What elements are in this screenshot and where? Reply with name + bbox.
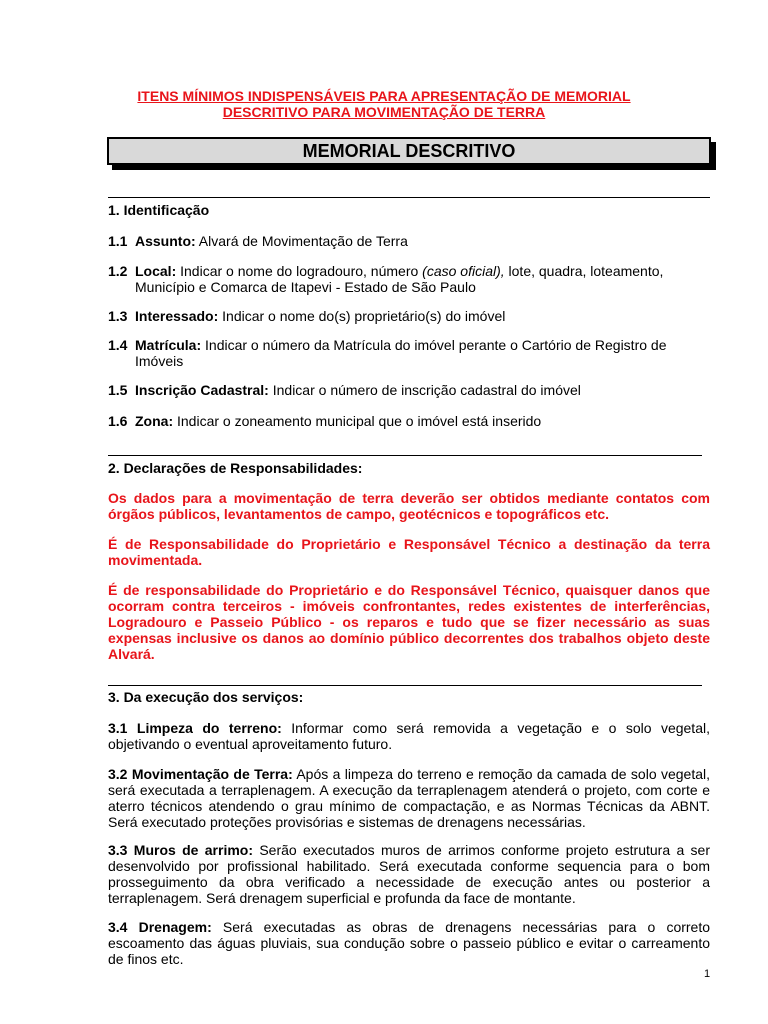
box-title: MEMORIAL DESCRITIVO xyxy=(107,137,711,165)
section-1-heading: 1. Identificação xyxy=(108,202,210,218)
item-1-2: 1.2 Local: Indicar o nome do logradouro, número (caso oficial), lote, quadra, loteamento, Município e Comarca de Itapevi - Estado de São Paulo xyxy=(108,263,664,295)
responsibility-paragraph-2: É de Responsabilidade do Proprietário e Responsável Técnico a destinação da terra movimentada. xyxy=(108,536,710,568)
divider xyxy=(108,197,710,198)
item-3-4: 3.4 Drenagem: Será executadas as obras de drenagens necessárias para o correto escoamento das águas pluviais, sua condução sobre o passeio público e evitar o carreamento de finos etc. xyxy=(108,919,711,967)
page-number: 1 xyxy=(704,968,711,980)
item-3-2: 3.2 Movimentação de Terra: Após a limpeza do terreno e remoção da camada de solo vegetal, será executada a terraplenagem. A execução da terraplenagem atenderá o projeto, com corte e aterro técnicos atendendo o grau mínimo de compactação, e as Normas Técnicas da ABNT. Será executado proteções provisórias e sistemas de drenagens necessárias. xyxy=(108,766,710,830)
responsibility-paragraph-3: É de responsabilidade do Proprietário e do Responsável Técnico, quaisquer danos que ocorram contra terceiros - imóveis confrontantes, redes existentes de interferências, Logradouro e Passeio Público - os reparos e tudo que se fizer necessário as suas expensas inclusive os danos ao domínio público decorrentes dos trabalhos objeto deste Alvará. xyxy=(108,582,710,662)
item-1-3: 1.3 Interessado: Indicar o nome do(s) proprietário(s) do imóvel xyxy=(108,308,506,324)
divider xyxy=(108,685,702,686)
memorial-title-box xyxy=(107,137,711,165)
title-line-1: ITENS MÍNIMOS INDISPENSÁVEIS PARA APRESENTAÇÃO DE MEMORIAL xyxy=(137,88,631,104)
document-title xyxy=(100,88,668,120)
title-line-2: DESCRITIVO PARA MOVIMENTAÇÃO DE TERRA xyxy=(222,104,546,120)
section-2-heading: 2. Declarações de Responsabilidades: xyxy=(108,460,363,476)
responsibility-paragraph-1: Os dados para a movimentação de terra deverão ser obtidos mediante contatos com órgãos públicos, levantamentos de campo, geotécnicos e topográficos etc. xyxy=(108,490,710,522)
item-3-1: 3.1 Limpeza do terreno: Informar como será removida a vegetação e o solo vegetal, objetivando o eventual aproveitamento futuro. xyxy=(108,720,710,752)
item-1-4: 1.4 Matrícula: Indicar o número da Matrícula do imóvel perante o Cartório de Registro de Imóveis xyxy=(108,337,667,369)
item-1-1: 1.1 Assunto: Alvará de Movimentação de Terra xyxy=(108,233,408,249)
item-1-6: 1.6 Zona: Indicar o zoneamento municipal que o imóvel está inserido xyxy=(108,413,542,429)
item-1-5: 1.5 Inscrição Cadastral: Indicar o número de inscrição cadastral do imóvel xyxy=(108,382,581,398)
item-3-3: 3.3 Muros de arrimo: Serão executados muros de arrimos conforme projeto estrutura a ser desenvolvido por profissional habilitado. Será executada conforme sequencia para o bom prosseguimento da obra verificado a necessidade de execução antes ou posterior a terraplenagem. Será drenagem superficial e profunda da face de montante. xyxy=(108,842,711,906)
divider xyxy=(108,455,702,456)
section-3-heading: 3. Da execução dos serviços: xyxy=(108,689,304,705)
